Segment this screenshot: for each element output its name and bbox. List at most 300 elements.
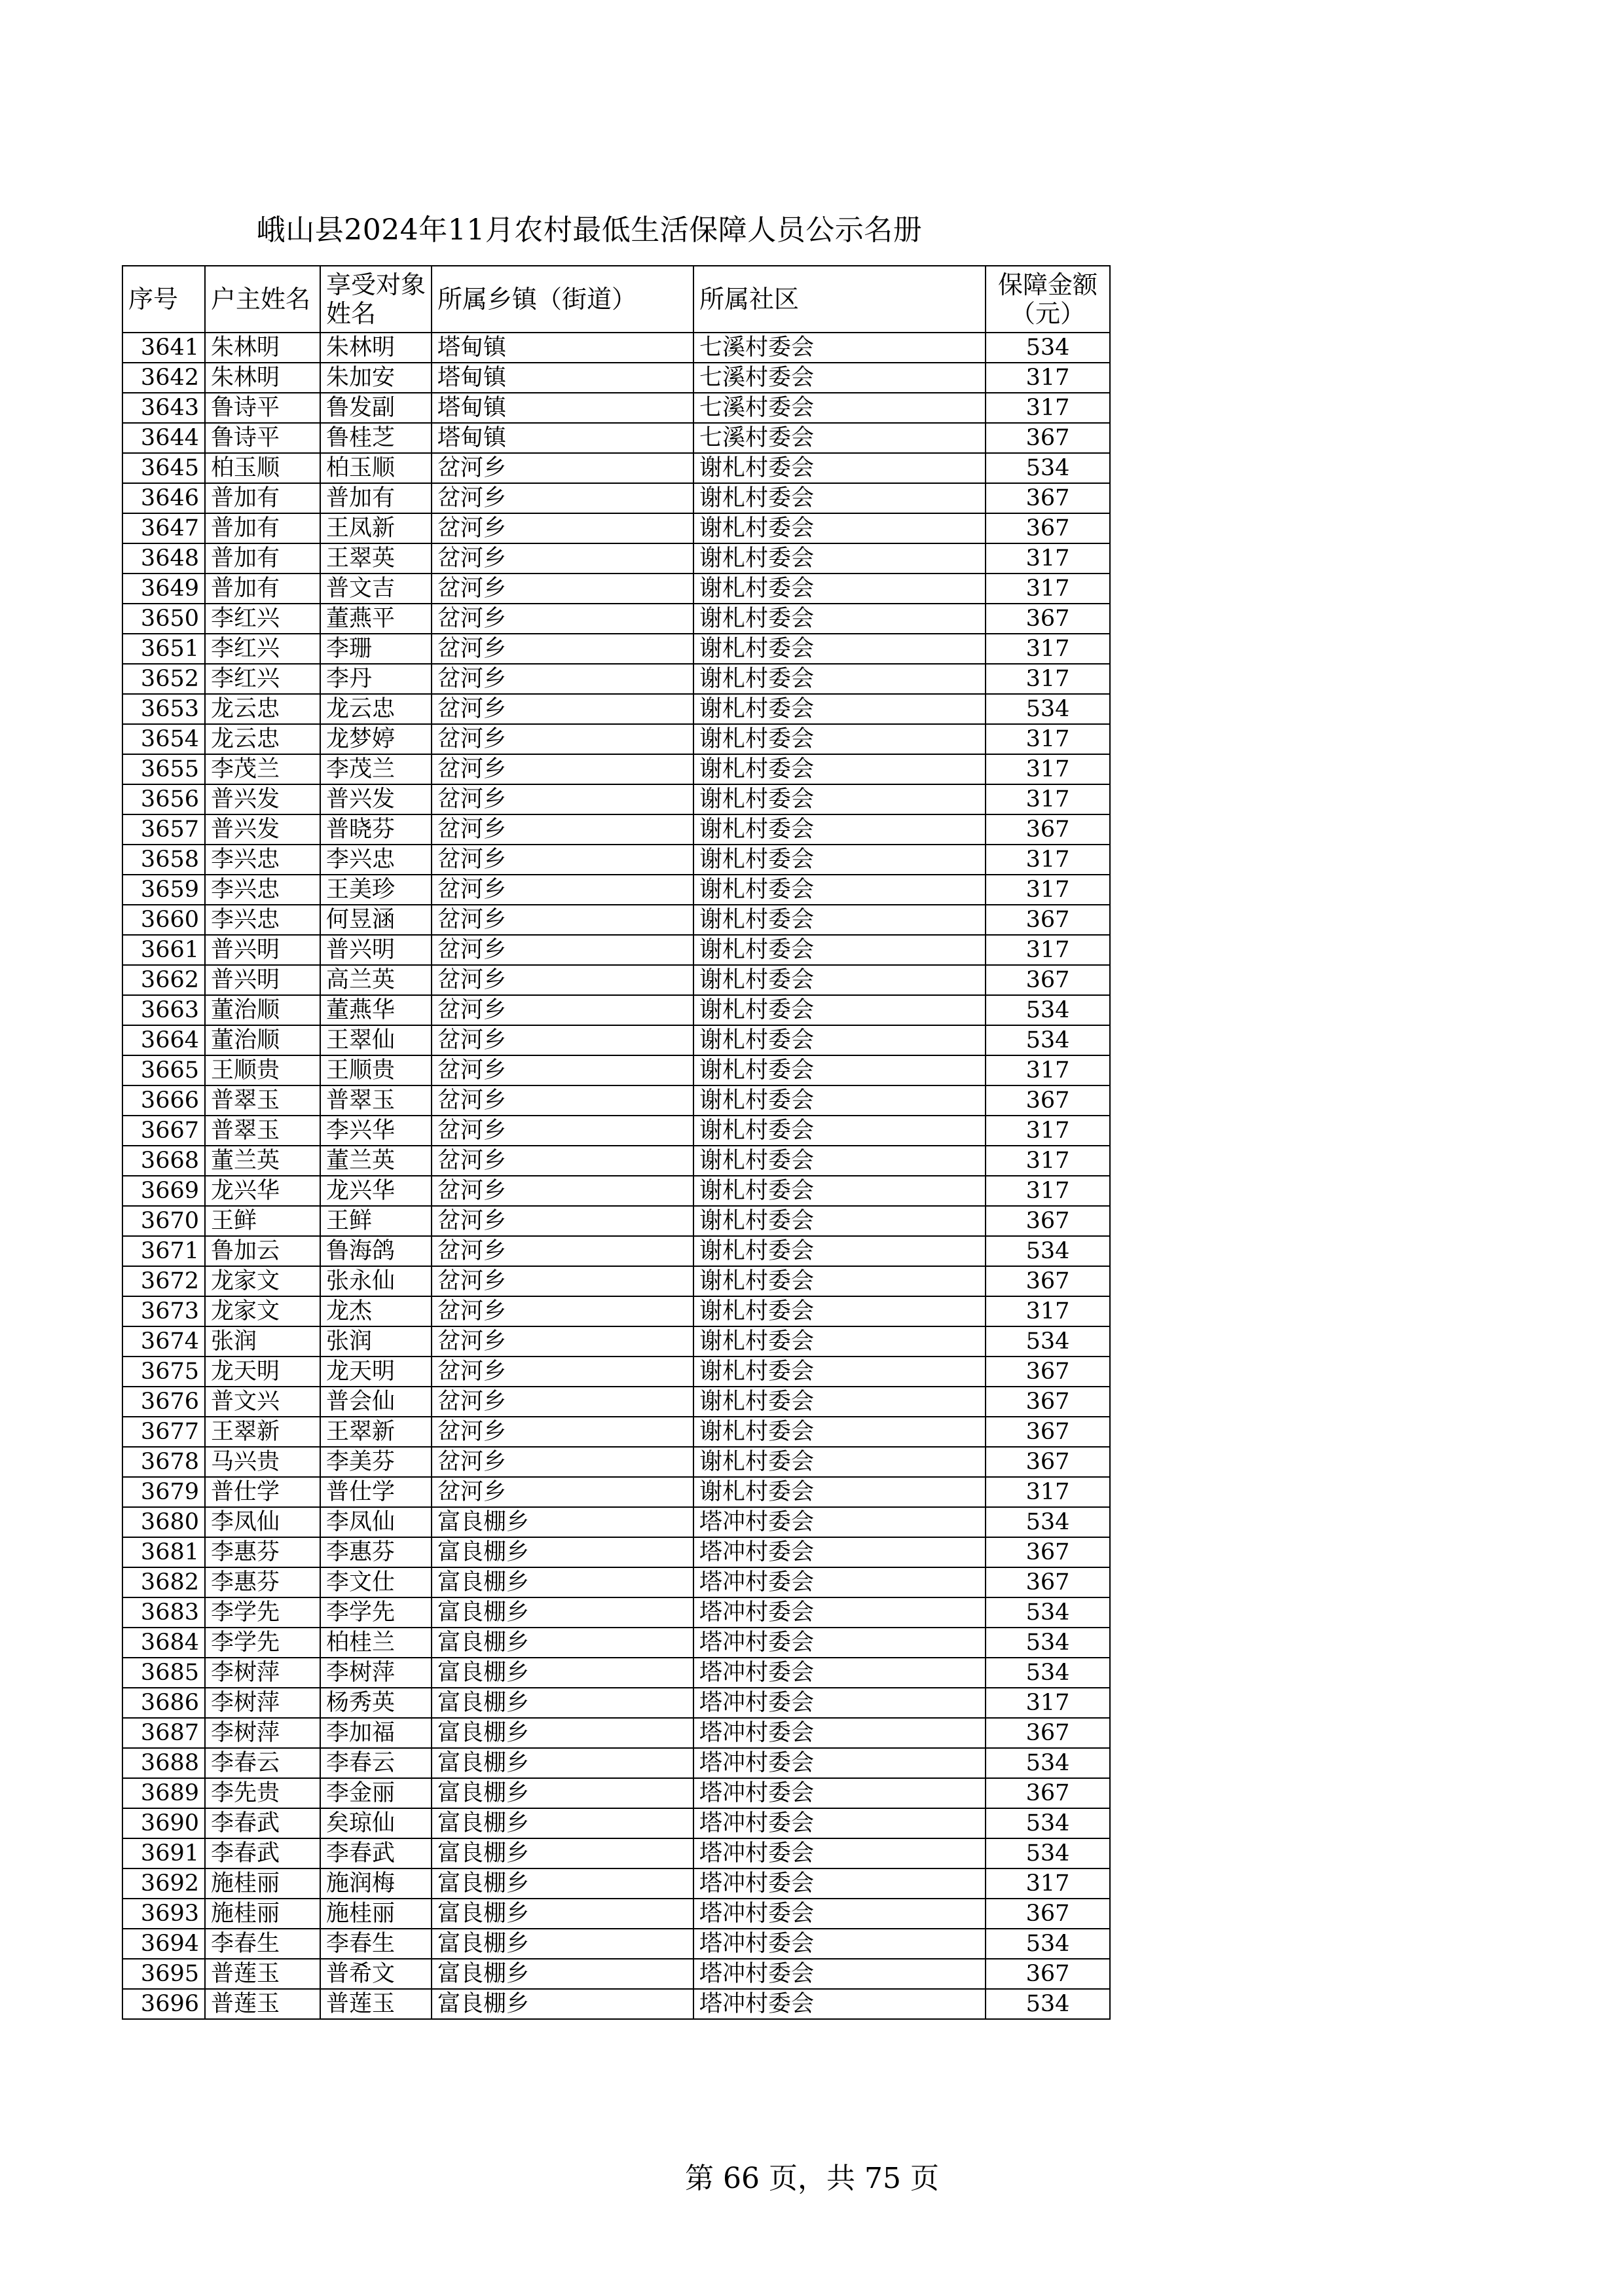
cell-community: 谢札村委会 xyxy=(693,935,986,965)
cell-householder: 普翠玉 xyxy=(205,1116,320,1146)
cell-beneficiary: 柏玉顺 xyxy=(320,453,432,483)
table-row xyxy=(122,1507,1110,1537)
cell-amount: 317 xyxy=(986,1116,1110,1146)
cell-serial: 3693 xyxy=(122,1899,205,1929)
cell-amount: 367 xyxy=(986,1085,1110,1116)
cell-amount: 367 xyxy=(986,1899,1110,1929)
cell-beneficiary: 普翠玉 xyxy=(320,1085,432,1116)
cell-serial: 3692 xyxy=(122,1868,205,1899)
cell-community: 七溪村委会 xyxy=(693,423,986,453)
cell-township: 岔河乡 xyxy=(432,1417,693,1447)
cell-beneficiary: 李春生 xyxy=(320,1929,432,1959)
cell-amount: 317 xyxy=(986,1688,1110,1718)
cell-beneficiary: 普会仙 xyxy=(320,1387,432,1417)
cell-township: 富良棚乡 xyxy=(432,1868,693,1899)
table-row xyxy=(122,543,1110,574)
cell-township: 富良棚乡 xyxy=(432,1838,693,1868)
cell-serial: 3673 xyxy=(122,1296,205,1326)
table-row xyxy=(122,604,1110,634)
cell-serial: 3678 xyxy=(122,1447,205,1477)
cell-community: 塔冲村委会 xyxy=(693,1537,986,1567)
cell-township: 岔河乡 xyxy=(432,784,693,814)
cell-community: 塔冲村委会 xyxy=(693,1748,986,1778)
cell-community: 谢札村委会 xyxy=(693,845,986,875)
cell-householder: 普兴明 xyxy=(205,965,320,995)
cell-serial: 3696 xyxy=(122,1989,205,2019)
cell-householder: 龙家文 xyxy=(205,1266,320,1296)
cell-amount: 317 xyxy=(986,724,1110,754)
cell-community: 谢札村委会 xyxy=(693,1296,986,1326)
cell-community: 谢札村委会 xyxy=(693,1146,986,1176)
table-row xyxy=(122,1296,1110,1326)
cell-township: 岔河乡 xyxy=(432,1116,693,1146)
cell-amount: 317 xyxy=(986,845,1110,875)
cell-amount: 534 xyxy=(986,694,1110,724)
table-row xyxy=(122,1236,1110,1266)
cell-community: 谢札村委会 xyxy=(693,1357,986,1387)
cell-householder: 鲁诗平 xyxy=(205,393,320,423)
cell-beneficiary: 矣琼仙 xyxy=(320,1808,432,1838)
cell-amount: 534 xyxy=(986,1808,1110,1838)
cell-amount: 367 xyxy=(986,1718,1110,1748)
cell-serial: 3667 xyxy=(122,1116,205,1146)
table-row xyxy=(122,1628,1110,1658)
cell-beneficiary: 李学先 xyxy=(320,1597,432,1628)
cell-householder: 李红兴 xyxy=(205,634,320,664)
cell-serial: 3674 xyxy=(122,1326,205,1357)
cell-township: 岔河乡 xyxy=(432,574,693,604)
cell-township: 富良棚乡 xyxy=(432,1688,693,1718)
table-row xyxy=(122,1447,1110,1477)
cell-community: 谢札村委会 xyxy=(693,1055,986,1085)
header-amount: 保障金额（元） xyxy=(986,266,1110,333)
cell-beneficiary: 李加福 xyxy=(320,1718,432,1748)
cell-beneficiary: 鲁发副 xyxy=(320,393,432,423)
cell-householder: 董兰英 xyxy=(205,1146,320,1176)
cell-beneficiary: 柏桂兰 xyxy=(320,1628,432,1658)
header-township: 所属乡镇（街道） xyxy=(432,266,693,333)
table-row xyxy=(122,1357,1110,1387)
table-row xyxy=(122,1808,1110,1838)
table-row xyxy=(122,363,1110,393)
table-row xyxy=(122,1417,1110,1447)
cell-community: 谢札村委会 xyxy=(693,814,986,845)
table-row xyxy=(122,935,1110,965)
cell-serial: 3647 xyxy=(122,513,205,543)
cell-amount: 317 xyxy=(986,1146,1110,1176)
table-row xyxy=(122,1868,1110,1899)
cell-householder: 李红兴 xyxy=(205,664,320,694)
table-row xyxy=(122,333,1110,363)
cell-township: 岔河乡 xyxy=(432,1266,693,1296)
cell-community: 谢札村委会 xyxy=(693,965,986,995)
cell-serial: 3654 xyxy=(122,724,205,754)
table-row xyxy=(122,814,1110,845)
cell-amount: 367 xyxy=(986,483,1110,513)
cell-amount: 367 xyxy=(986,1387,1110,1417)
cell-beneficiary: 高兰英 xyxy=(320,965,432,995)
cell-amount: 317 xyxy=(986,784,1110,814)
cell-serial: 3659 xyxy=(122,875,205,905)
cell-community: 谢札村委会 xyxy=(693,875,986,905)
cell-amount: 367 xyxy=(986,905,1110,935)
cell-township: 岔河乡 xyxy=(432,604,693,634)
cell-township: 塔甸镇 xyxy=(432,393,693,423)
cell-amount: 534 xyxy=(986,453,1110,483)
cell-amount: 534 xyxy=(986,1326,1110,1357)
table-row xyxy=(122,1326,1110,1357)
cell-amount: 534 xyxy=(986,1628,1110,1658)
cell-householder: 王翠新 xyxy=(205,1417,320,1447)
cell-amount: 317 xyxy=(986,393,1110,423)
cell-amount: 317 xyxy=(986,574,1110,604)
cell-serial: 3686 xyxy=(122,1688,205,1718)
cell-community: 谢札村委会 xyxy=(693,1236,986,1266)
cell-beneficiary: 董燕华 xyxy=(320,995,432,1025)
cell-amount: 367 xyxy=(986,1959,1110,1989)
cell-serial: 3655 xyxy=(122,754,205,784)
cell-amount: 367 xyxy=(986,1266,1110,1296)
cell-township: 富良棚乡 xyxy=(432,1959,693,1989)
cell-beneficiary: 普晓芬 xyxy=(320,814,432,845)
cell-community: 谢札村委会 xyxy=(693,1025,986,1055)
table-row xyxy=(122,905,1110,935)
cell-beneficiary: 施桂丽 xyxy=(320,1899,432,1929)
table-row xyxy=(122,1055,1110,1085)
cell-amount: 367 xyxy=(986,1567,1110,1597)
cell-serial: 3676 xyxy=(122,1387,205,1417)
cell-amount: 367 xyxy=(986,1778,1110,1808)
cell-amount: 317 xyxy=(986,754,1110,784)
cell-householder: 李惠芬 xyxy=(205,1537,320,1567)
cell-amount: 317 xyxy=(986,1296,1110,1326)
cell-amount: 367 xyxy=(986,423,1110,453)
cell-beneficiary: 王翠英 xyxy=(320,543,432,574)
cell-householder: 鲁诗平 xyxy=(205,423,320,453)
cell-township: 岔河乡 xyxy=(432,664,693,694)
cell-township: 岔河乡 xyxy=(432,513,693,543)
cell-township: 塔甸镇 xyxy=(432,333,693,363)
cell-community: 谢札村委会 xyxy=(693,1206,986,1236)
cell-amount: 534 xyxy=(986,1658,1110,1688)
cell-serial: 3650 xyxy=(122,604,205,634)
cell-serial: 3658 xyxy=(122,845,205,875)
cell-beneficiary: 李春云 xyxy=(320,1748,432,1778)
cell-amount: 367 xyxy=(986,965,1110,995)
cell-amount: 317 xyxy=(986,363,1110,393)
table-header-row xyxy=(122,266,1110,333)
table-row xyxy=(122,1206,1110,1236)
cell-householder: 李树萍 xyxy=(205,1688,320,1718)
cell-householder: 王顺贵 xyxy=(205,1055,320,1085)
cell-community: 谢札村委会 xyxy=(693,1326,986,1357)
cell-beneficiary: 李凤仙 xyxy=(320,1507,432,1537)
table-row xyxy=(122,965,1110,995)
table-row xyxy=(122,1477,1110,1507)
cell-beneficiary: 李兴忠 xyxy=(320,845,432,875)
cell-community: 谢札村委会 xyxy=(693,543,986,574)
cell-householder: 李茂兰 xyxy=(205,754,320,784)
cell-serial: 3675 xyxy=(122,1357,205,1387)
cell-serial: 3688 xyxy=(122,1748,205,1778)
table-row xyxy=(122,634,1110,664)
cell-beneficiary: 龙天明 xyxy=(320,1357,432,1387)
cell-serial: 3641 xyxy=(122,333,205,363)
cell-township: 岔河乡 xyxy=(432,1146,693,1176)
cell-householder: 李春武 xyxy=(205,1838,320,1868)
cell-householder: 李学先 xyxy=(205,1597,320,1628)
cell-serial: 3648 xyxy=(122,543,205,574)
cell-amount: 367 xyxy=(986,1417,1110,1447)
cell-community: 谢札村委会 xyxy=(693,513,986,543)
table-row xyxy=(122,845,1110,875)
cell-township: 岔河乡 xyxy=(432,543,693,574)
cell-beneficiary: 杨秀英 xyxy=(320,1688,432,1718)
cell-householder: 李兴忠 xyxy=(205,845,320,875)
cell-amount: 534 xyxy=(986,1597,1110,1628)
cell-beneficiary: 李茂兰 xyxy=(320,754,432,784)
cell-serial: 3656 xyxy=(122,784,205,814)
table-row xyxy=(122,1899,1110,1929)
cell-householder: 朱林明 xyxy=(205,363,320,393)
cell-amount: 534 xyxy=(986,1989,1110,2019)
cell-community: 谢札村委会 xyxy=(693,574,986,604)
cell-community: 塔冲村委会 xyxy=(693,1868,986,1899)
cell-community: 谢札村委会 xyxy=(693,1116,986,1146)
cell-householder: 普莲玉 xyxy=(205,1959,320,1989)
cell-householder: 李学先 xyxy=(205,1628,320,1658)
cell-serial: 3652 xyxy=(122,664,205,694)
cell-serial: 3649 xyxy=(122,574,205,604)
cell-community: 塔冲村委会 xyxy=(693,1808,986,1838)
cell-serial: 3644 xyxy=(122,423,205,453)
cell-householder: 李凤仙 xyxy=(205,1507,320,1537)
table-row xyxy=(122,423,1110,453)
cell-community: 谢札村委会 xyxy=(693,604,986,634)
cell-beneficiary: 龙兴华 xyxy=(320,1176,432,1206)
cell-community: 塔冲村委会 xyxy=(693,1778,986,1808)
table-row xyxy=(122,574,1110,604)
cell-serial: 3669 xyxy=(122,1176,205,1206)
cell-amount: 317 xyxy=(986,1176,1110,1206)
cell-beneficiary: 普仕学 xyxy=(320,1477,432,1507)
cell-serial: 3683 xyxy=(122,1597,205,1628)
table-row xyxy=(122,1658,1110,1688)
cell-serial: 3682 xyxy=(122,1567,205,1597)
cell-householder: 施桂丽 xyxy=(205,1899,320,1929)
cell-amount: 534 xyxy=(986,1025,1110,1055)
cell-township: 富良棚乡 xyxy=(432,1537,693,1567)
cell-serial: 3643 xyxy=(122,393,205,423)
cell-community: 谢札村委会 xyxy=(693,784,986,814)
cell-serial: 3694 xyxy=(122,1929,205,1959)
cell-householder: 李兴忠 xyxy=(205,905,320,935)
cell-amount: 317 xyxy=(986,1477,1110,1507)
cell-householder: 李红兴 xyxy=(205,604,320,634)
cell-amount: 367 xyxy=(986,1357,1110,1387)
cell-householder: 施桂丽 xyxy=(205,1868,320,1899)
cell-township: 岔河乡 xyxy=(432,1176,693,1206)
table-row xyxy=(122,995,1110,1025)
cell-township: 岔河乡 xyxy=(432,814,693,845)
cell-householder: 马兴贵 xyxy=(205,1447,320,1477)
cell-amount: 317 xyxy=(986,634,1110,664)
table-row xyxy=(122,694,1110,724)
cell-serial: 3662 xyxy=(122,965,205,995)
cell-community: 塔冲村委会 xyxy=(693,1989,986,2019)
table-row xyxy=(122,1718,1110,1748)
cell-amount: 317 xyxy=(986,543,1110,574)
table-row xyxy=(122,1266,1110,1296)
cell-community: 塔冲村委会 xyxy=(693,1688,986,1718)
cell-householder: 李树萍 xyxy=(205,1658,320,1688)
table-row xyxy=(122,1146,1110,1176)
cell-amount: 367 xyxy=(986,1206,1110,1236)
cell-township: 岔河乡 xyxy=(432,453,693,483)
cell-beneficiary: 李文仕 xyxy=(320,1567,432,1597)
table-row xyxy=(122,1989,1110,2019)
cell-community: 塔冲村委会 xyxy=(693,1929,986,1959)
cell-township: 富良棚乡 xyxy=(432,1989,693,2019)
cell-serial: 3680 xyxy=(122,1507,205,1537)
cell-beneficiary: 朱林明 xyxy=(320,333,432,363)
cell-beneficiary: 董兰英 xyxy=(320,1146,432,1176)
cell-amount: 534 xyxy=(986,1236,1110,1266)
cell-township: 岔河乡 xyxy=(432,875,693,905)
cell-beneficiary: 龙杰 xyxy=(320,1296,432,1326)
cell-township: 富良棚乡 xyxy=(432,1658,693,1688)
cell-township: 富良棚乡 xyxy=(432,1718,693,1748)
cell-township: 富良棚乡 xyxy=(432,1628,693,1658)
cell-community: 七溪村委会 xyxy=(693,333,986,363)
cell-beneficiary: 普兴发 xyxy=(320,784,432,814)
cell-township: 岔河乡 xyxy=(432,754,693,784)
cell-community: 塔冲村委会 xyxy=(693,1718,986,1748)
cell-beneficiary: 普兴明 xyxy=(320,935,432,965)
table-row xyxy=(122,1778,1110,1808)
cell-township: 岔河乡 xyxy=(432,1236,693,1266)
cell-householder: 李惠芬 xyxy=(205,1567,320,1597)
cell-beneficiary: 何昱涵 xyxy=(320,905,432,935)
header-householder: 户主姓名 xyxy=(205,266,320,333)
table-row xyxy=(122,1537,1110,1567)
cell-beneficiary: 普希文 xyxy=(320,1959,432,1989)
cell-township: 岔河乡 xyxy=(432,965,693,995)
cell-community: 谢札村委会 xyxy=(693,483,986,513)
cell-community: 塔冲村委会 xyxy=(693,1507,986,1537)
cell-township: 岔河乡 xyxy=(432,694,693,724)
cell-community: 谢札村委会 xyxy=(693,724,986,754)
cell-householder: 普兴发 xyxy=(205,784,320,814)
cell-amount: 317 xyxy=(986,1868,1110,1899)
cell-community: 谢札村委会 xyxy=(693,995,986,1025)
table-row xyxy=(122,513,1110,543)
cell-amount: 367 xyxy=(986,513,1110,543)
cell-township: 岔河乡 xyxy=(432,1477,693,1507)
table-row xyxy=(122,1838,1110,1868)
cell-householder: 龙云忠 xyxy=(205,694,320,724)
cell-community: 塔冲村委会 xyxy=(693,1658,986,1688)
cell-amount: 317 xyxy=(986,935,1110,965)
cell-serial: 3677 xyxy=(122,1417,205,1447)
table-row xyxy=(122,754,1110,784)
cell-householder: 董治顺 xyxy=(205,1025,320,1055)
cell-amount: 367 xyxy=(986,814,1110,845)
cell-township: 岔河乡 xyxy=(432,1025,693,1055)
page-title: 峨山县2024年11月农村最低生活保障人员公示名册 xyxy=(256,213,923,247)
cell-township: 岔河乡 xyxy=(432,1357,693,1387)
cell-beneficiary: 朱加安 xyxy=(320,363,432,393)
cell-serial: 3668 xyxy=(122,1146,205,1176)
table-row xyxy=(122,1748,1110,1778)
cell-householder: 普兴发 xyxy=(205,814,320,845)
cell-serial: 3670 xyxy=(122,1206,205,1236)
cell-township: 富良棚乡 xyxy=(432,1748,693,1778)
cell-township: 岔河乡 xyxy=(432,1085,693,1116)
cell-township: 岔河乡 xyxy=(432,724,693,754)
cell-beneficiary: 普加有 xyxy=(320,483,432,513)
cell-beneficiary: 普莲玉 xyxy=(320,1989,432,2019)
cell-community: 谢札村委会 xyxy=(693,694,986,724)
cell-township: 岔河乡 xyxy=(432,1206,693,1236)
table-row xyxy=(122,1176,1110,1206)
cell-serial: 3663 xyxy=(122,995,205,1025)
cell-community: 塔冲村委会 xyxy=(693,1838,986,1868)
cell-amount: 317 xyxy=(986,875,1110,905)
cell-serial: 3685 xyxy=(122,1658,205,1688)
cell-beneficiary: 王翠仙 xyxy=(320,1025,432,1055)
cell-amount: 367 xyxy=(986,1447,1110,1477)
cell-amount: 534 xyxy=(986,995,1110,1025)
cell-community: 塔冲村委会 xyxy=(693,1567,986,1597)
cell-amount: 367 xyxy=(986,1537,1110,1567)
table-body xyxy=(122,333,1110,2019)
cell-serial: 3664 xyxy=(122,1025,205,1055)
cell-amount: 317 xyxy=(986,664,1110,694)
cell-householder: 李树萍 xyxy=(205,1718,320,1748)
cell-beneficiary: 李树萍 xyxy=(320,1658,432,1688)
cell-serial: 3642 xyxy=(122,363,205,393)
cell-community: 七溪村委会 xyxy=(693,363,986,393)
cell-beneficiary: 普文吉 xyxy=(320,574,432,604)
cell-householder: 鲁加云 xyxy=(205,1236,320,1266)
cell-householder: 普翠玉 xyxy=(205,1085,320,1116)
cell-householder: 王鲜 xyxy=(205,1206,320,1236)
cell-community: 谢札村委会 xyxy=(693,1085,986,1116)
cell-community: 塔冲村委会 xyxy=(693,1628,986,1658)
cell-householder: 普文兴 xyxy=(205,1387,320,1417)
cell-township: 岔河乡 xyxy=(432,995,693,1025)
cell-community: 谢札村委会 xyxy=(693,1417,986,1447)
cell-serial: 3665 xyxy=(122,1055,205,1085)
cell-beneficiary: 董燕平 xyxy=(320,604,432,634)
cell-serial: 3671 xyxy=(122,1236,205,1266)
cell-township: 岔河乡 xyxy=(432,1447,693,1477)
cell-householder: 普加有 xyxy=(205,483,320,513)
cell-householder: 龙天明 xyxy=(205,1357,320,1387)
roster-table xyxy=(122,265,1111,2020)
cell-amount: 534 xyxy=(986,333,1110,363)
table-row xyxy=(122,1567,1110,1597)
cell-householder: 李先贵 xyxy=(205,1778,320,1808)
cell-community: 谢札村委会 xyxy=(693,1266,986,1296)
table-row xyxy=(122,1116,1110,1146)
cell-householder: 普兴明 xyxy=(205,935,320,965)
cell-serial: 3646 xyxy=(122,483,205,513)
cell-serial: 3666 xyxy=(122,1085,205,1116)
cell-serial: 3690 xyxy=(122,1808,205,1838)
cell-township: 富良棚乡 xyxy=(432,1597,693,1628)
